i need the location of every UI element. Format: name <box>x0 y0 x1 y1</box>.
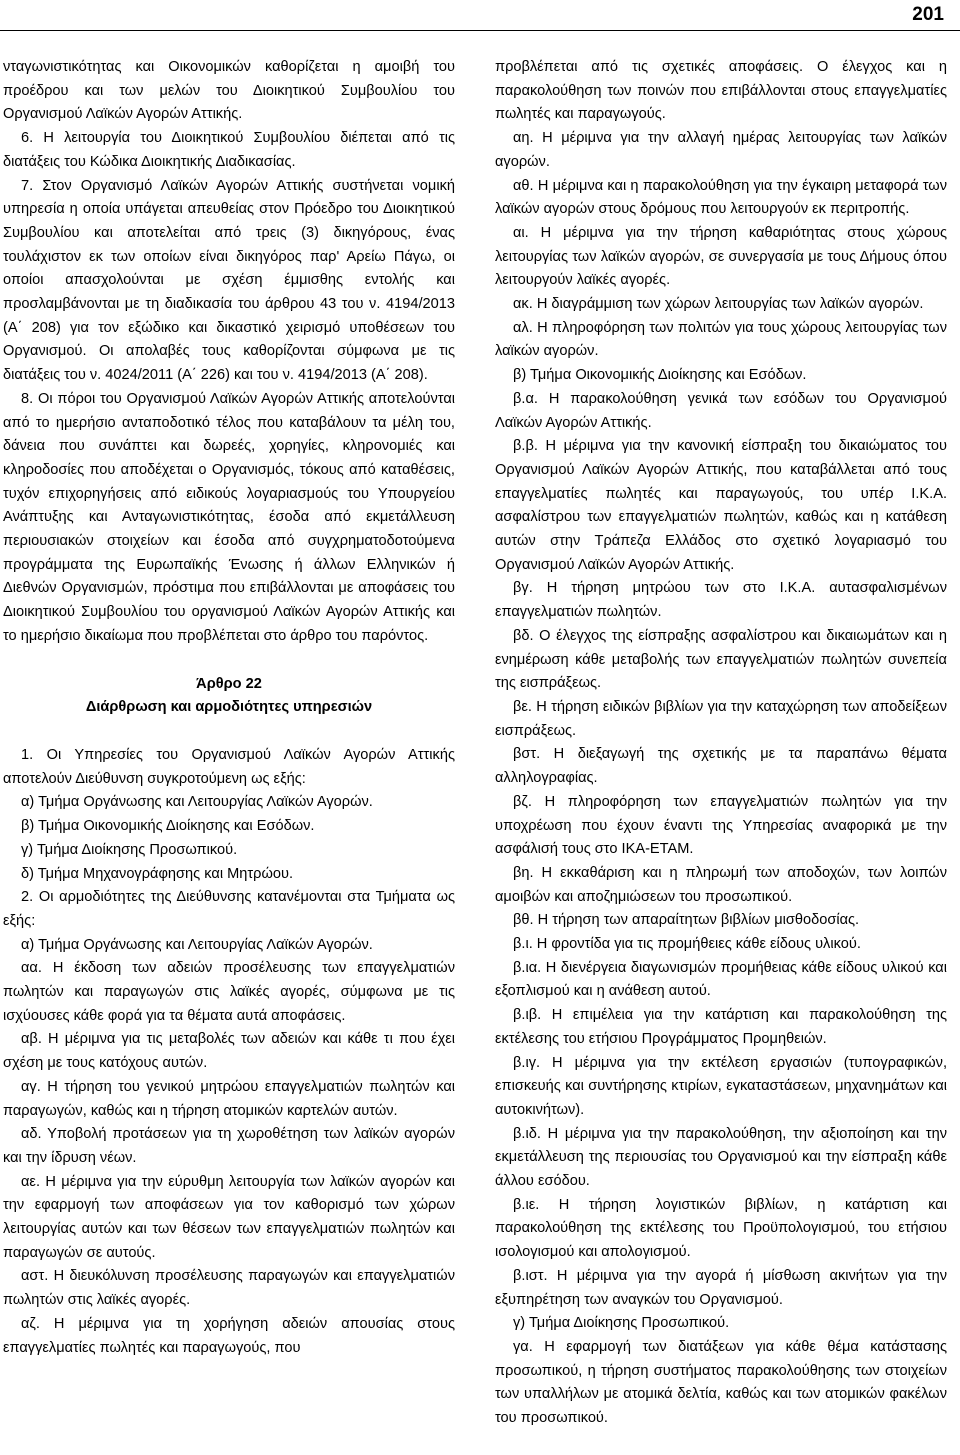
paragraph: β.ιε. Η τήρηση λογιστικών βιβλίων, η κατάρτιση και παρακολούθηση της εκτέλεσης του Προϋπολογισμού, του ετήσιου ισολογισμού και απολογισμού. <box>495 1196 947 1261</box>
header-rule <box>0 30 960 31</box>
paragraph: βθ. Η τήρηση των απαραίτητων βιβλίων μισθοδοσίας. <box>513 912 860 929</box>
paragraph: βγ. Η τήρηση μητρώου των στο Ι.Κ.Α. αυτασφαλισμένων επαγγελματιών πωλητών. <box>495 580 947 621</box>
heading-spacer-top <box>3 649 455 673</box>
paragraph: βστ. Η διεξαγωγή της σχετικής με τα παραπάνω θέματα αλληλογραφίας. <box>495 746 947 787</box>
paragraph: 7. Στον Οργανισμό Λαϊκών Αγορών Αττικής συστήνεται νομική υπηρεσία η οποία υπάγεται απευθείας στον Πρόεδρο του Διοικητικού Συμβουλίου και αποτελείται από τρεις (3) δικηγόρους, ένας τουλάχιστον εκ των οποίων είναι δικηγόρος παρ' Αρείω Πάγω, οι οποίοι απασχολούνται με σχέση έμμισθης εντολής και προσλαμβάνονται με τη διαδικασία του άρθρου 43 του ν. 4194/2013 (Α΄ 208) για τον εξώδικο και δικαστικό χειρισμό υποθέσεων του Οργανισμού. Οι απολαβές τους καθορίζονται σύμφωνα με τις διατάξεις του ν. 4024/2011 (Α΄ 226) και του ν. 4194/2013 (Α΄ 208). <box>3 177 455 384</box>
paragraph: γ) Τμήμα Διοίκησης Προσωπικού. <box>513 1315 730 1332</box>
paragraph: αζ. Η μέριμνα για τη χορήγηση αδειών απουσίας στους επαγγελματίες πωλητές και παραγωγούς, που <box>3 1315 455 1356</box>
left-column-list <box>3 744 455 1360</box>
paragraph: βδ. Ο έλεγχος της είσπραξης ασφαλίστρου και δικαιωμάτων και η ενημέρωση κάθε μεταβολής των επαγγελματιών πωλητών συνεπεία της εισπράξεως. <box>495 627 947 692</box>
paragraph: προβλέπεται από τις σχετικές αποφάσεις. Ο έλεγχος και η παρακολούθηση των ποινών που επιβάλλονται στους επαγγελματίες πωλητές και παραγωγούς. <box>495 59 947 123</box>
paragraph: 2. Οι αρμοδιότητες της Διεύθυνσης κατανέμονται στα Τμήματα ως εξής: <box>3 889 455 929</box>
paragraph: αβ. Η μέριμνα για τις μεταβολές των αδειών και κάθε τι που έχει σχέση με τους κατόχους αυτών. <box>3 1031 455 1072</box>
paragraph: αι. Η μέριμνα για την τήρηση καθαριότητας στους χώρους λειτουργίας των λαϊκών αγορών, σε συνεργασία με τους Δήμους όπου λειτουργούν λαϊκές αγορές. <box>495 224 947 289</box>
paragraph: γα. Η εφαρμογή των διατάξεων για κάθε θέμα κατάστασης προσωπικού, η τήρηση συστήματος παρακολούθησης των στοιχείων των υπαλλήλων με ατομικά δελτία, καθώς και των ατομικών φακέλων του προσωπικού. <box>495 1338 947 1427</box>
paragraph: 8. Οι πόροι του Οργανισμού Λαϊκών Αγορών Αττικής αποτελούνται από το ημερήσιο ανταποδοτικό τέλος που καταβάλουν τα μέλη του, δάνεια που συνάπτει και δωρεές, χορηγίες, κληρονομιές και κληροδοσίες που αποδέχεται ο Οργανισμός, τόκους από καταθέσεις, τυχόν επιχορηγήσεις από ειδικούς λογαριασμούς του Υπουργείου Ανάπτυξης και Ανταγωνιστικότητας, έσοδα από εκμετάλλευση περιουσιακών στοιχείων και έσοδα από συγχρηματοδοτούμενα προγράμματα της Ευρωπαϊκής Ένωσης ή άλλων Ελληνικών ή Διεθνών Οργανισμών, πρόστιμα που επιβάλλονται με αποφάσεις του Διοικητικού Συμβουλίου του οργανισμού Λαϊκών Αγορών Αττικής και το ημερήσιο δικαίωμα που προβλέπεται στο άρθρο του παρόντος. <box>3 390 455 644</box>
paragraph: 1. Οι Υπηρεσίες του Οργανισμού Λαϊκών Αγορών Αττικής αποτελούν Διεύθυνση συγκροτούμενη ως εξής: <box>3 746 455 787</box>
paragraph: αε. Η μέριμνα για την εύρυθμη λειτουργία των λαϊκών αγορών και την εφαρμογή των αποφάσεων για τον καθορισμό των χώρων λειτουργίας αυτών και των θέσεων των επαγγελματιών πωλητών και παραγωγών σε αυτούς. <box>3 1173 455 1261</box>
paragraph: αδ. Υποβολή προτάσεων για τη χωροθέτηση των λαϊκών αγορών και την ίδρυση νέων. <box>3 1126 455 1166</box>
left-column-paragraphs <box>3 56 455 649</box>
paragraph: β.ιβ. Η επιμέλεια για την κατάρτιση και παρακολούθηση της εκτέλεσης του ετήσιου Προγράμματος Προμηθειών. <box>495 1007 947 1047</box>
paragraph: β.ια. Η διενέργεια διαγωνισμών προμήθειας κάθε είδους υλικού και εξοπλισμού και η ανάθεση αυτού. <box>495 959 947 1000</box>
paragraph: α) Τμήμα Οργάνωσης και Λειτουργίας Λαϊκών Αγορών. <box>21 794 373 811</box>
paragraph: βη. Η εκκαθάριση και η πληρωμή των αποδοχών, των λοιπών αμοιβών και αποζημιώσεων του προσωπικού. <box>495 864 947 905</box>
paragraph: β) Τμήμα Οικονομικής Διοίκησης και Εσόδων. <box>21 818 315 835</box>
paragraph: β.β. Η μέριμνα για την κανονική είσπραξη του δικαιώματος του Οργανισμού Λαϊκών Αγορών Αττικής, που καταβάλλεται από τους επαγγελματίες πωλητές και παραγωγούς, του υπέρ Ι.Κ.Α. ασφαλίστρου των επαγγελματιών πωλητών, καθώς και η κατάθεση αυτών στην Τράπεζα Ελλάδος στο σχετικό λογαριασμό του Οργανισμού Λαϊκών Αγορών Αττικής. <box>495 438 947 573</box>
paragraph: αθ. Η μέριμνα και η παρακολούθηση για την έγκαιρη μεταφορά των λαϊκών αγορών στους δρόμους που λειτουργούν εκ περιτροπής. <box>495 177 947 218</box>
heading-spacer-bottom <box>3 720 455 744</box>
paragraph: βζ. Η πληροφόρηση των επαγγελματιών πωλητών για την υποχρέωση που έχουν έναντι της Υπηρεσίας αναφορικά με την ασφάλισή τους στο ΙΚΑ-ΕΤΑΜ. <box>495 793 947 858</box>
paragraph: αη. Η μέριμνα για την αλλαγή ημέρας λειτουργίας των λαϊκών αγορών. <box>495 130 947 170</box>
paragraph: αλ. Η πληροφόρηση των πολιτών για τους χώρους λειτουργίας των λαϊκών αγορών. <box>495 319 947 360</box>
article-subtitle: Διάρθρωση και αρμοδιότητες υπηρεσιών <box>85 699 373 716</box>
paragraph: αα. Η έκδοση των αδειών προσέλευσης των επαγγελματιών πωλητών και παραγωγών στις λαϊκές αγορές, σύμφωνα με τις ισχύουσες κάθε φορά για τα θέματα αυτά αποφάσεις. <box>3 960 455 1024</box>
paragraph: δ) Τμήμα Μηχανογράφησης και Μητρώου. <box>21 865 294 882</box>
paragraph: α) Τμήμα Οργάνωσης και Λειτουργίας Λαϊκών Αγορών. <box>21 936 373 953</box>
paragraph: αγ. Η τήρηση του γενικού μητρώου επαγγελματιών πωλητών και παραγωγών, καθώς και η τήρηση ατομικών καρτελών αυτών. <box>3 1078 455 1119</box>
right-column <box>495 56 947 1431</box>
paragraph: αστ. Η διευκόλυνση προσέλευσης παραγωγών και επαγγελματιών πωλητών στις λαϊκές αγορές. <box>3 1268 455 1309</box>
paragraph: β) Τμήμα Οικονομικής Διοίκησης και Εσόδων. <box>513 367 807 384</box>
paragraph: νταγωνιστικότητας και Οικονομικών καθορίζεται η αμοιβή του προέδρου και των μελών του Διοικητικού Συμβουλίου του Οργανισμού Λαϊκών Αγορών Αττικής. <box>3 59 455 123</box>
right-column-paragraphs <box>495 56 947 1431</box>
paragraph: ακ. Η διαγράμμιση των χώρων λειτουργίας των λαϊκών αγορών. <box>513 296 924 313</box>
paragraph: γ) Τμήμα Διοίκησης Προσωπικού. <box>21 841 238 858</box>
paragraph: βε. Η τήρηση ειδικών βιβλίων για την καταχώρηση των αποδείξεων εισπράξεως. <box>495 698 947 739</box>
paragraph: β.ι. Η φροντίδα για τις προμήθειες κάθε είδους υλικού. <box>513 936 861 953</box>
paragraph: β.ιδ. Η μέριμνα για την παρακολούθηση, την αξιοποίηση και την εκμετάλλευση της περιουσίας του Οργανισμού και την είσπραξη κάθε άλλου εσόδου. <box>495 1125 947 1190</box>
paragraph: β.ιγ. Η μέριμνα για την εκτέλεση εργασιών (τυπογραφικών, επισκευής και συντήρησης κτιρίων, εγκαταστάσεων, μηχανημάτων και αυτοκινήτων). <box>495 1054 947 1118</box>
paragraph: 6. Η λειτουργία του Διοικητικού Συμβουλίου διέπεται από τις διατάξεις του Κώδικα Διοικητικής Διαδικασίας. <box>3 130 455 170</box>
page-number: 201 <box>912 4 944 25</box>
article-title: Άρθρο 22 <box>196 675 262 692</box>
paragraph: β.α. Η παρακολούθηση γενικά των εσόδων του Οργανισμού Λαϊκών Αγορών Αττικής. <box>495 390 947 431</box>
paragraph: β.ιστ. Η μέριμνα για την αγορά ή μίσθωση ακινήτων για την εξυπηρέτηση των αναγκών του Οργανισμού. <box>495 1267 947 1308</box>
left-column <box>3 56 455 1360</box>
